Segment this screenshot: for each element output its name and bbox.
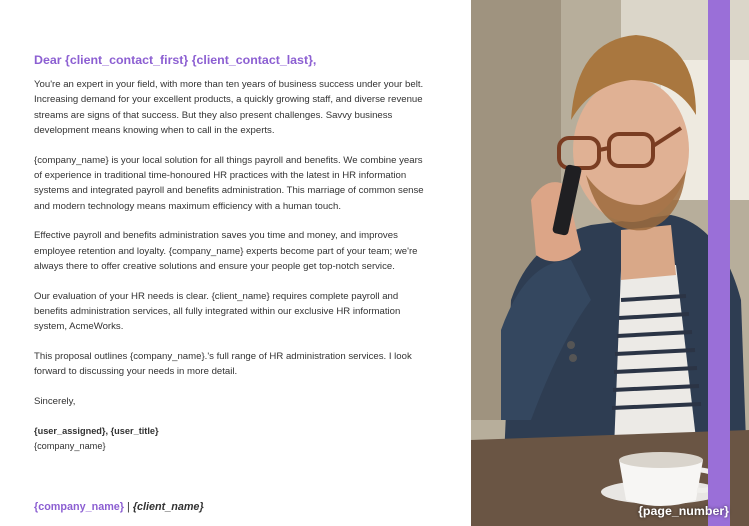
signature-name: {user_assigned}, {user_title} <box>34 426 159 437</box>
accent-stripe <box>708 0 730 526</box>
letter-paragraph-5: This proposal outlines {company_name}.'s full range of HR administration services. I look forward to discussing your needs in more detail. <box>34 351 412 378</box>
letter-greeting: Dear {client_contact_first} {client_contact_last}, <box>34 53 317 67</box>
letter-paragraph-3: Effective payroll and benefits administration saves you time and money, and improves employee retention and loyalty. {company_name} experts become part of your team; we're always there to offer creative solutions and ensure your people get top-notch service. <box>34 230 418 272</box>
page-footer <box>34 500 204 514</box>
letter-closing: Sincerely, <box>34 396 76 408</box>
footer-separator: | <box>127 501 130 513</box>
letter-paragraph-4: Our evaluation of your HR needs is clear. {client_name} requires complete payroll and benefits administration services, all fully integrated within our exclusive HR information system, AcmeWorks. <box>34 290 401 333</box>
page-number: {page_number} <box>638 504 729 518</box>
letter-body <box>34 52 429 455</box>
footer-company-name: {company_name} <box>34 501 125 513</box>
letter-paragraph-1: You're an expert in your field, with more than ten years of business success under your belt. Increasing demand for your excellent products, a quickly growing staff, and diverse revenue streams are signs of that success. But they also present challenges. Savvy business development means knowing when to call in the experts. <box>34 79 424 136</box>
letter-paragraph-2: {company_name} is your local solution for all things payroll and benefits. We combine years of experience in traditional time-honoured HR practices with the latest in HR information systems and integrated payroll and benefits administration. This marriage of common sense and modern technology means maximum efficiency with a human touch. <box>34 154 424 212</box>
signature-company: {company_name} <box>34 441 106 452</box>
footer-client-name: {client_name} <box>132 501 204 513</box>
